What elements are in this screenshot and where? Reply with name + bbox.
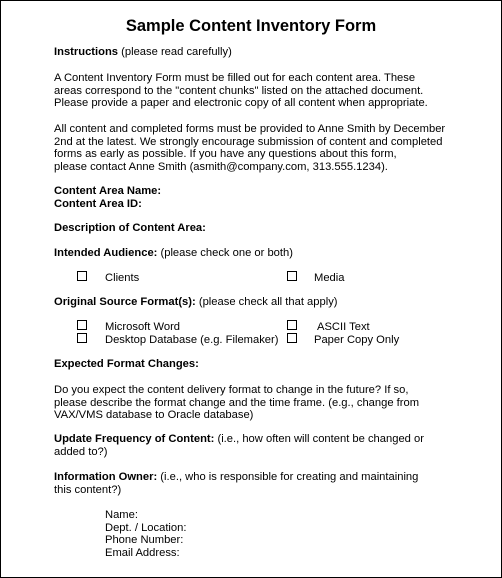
instructions-label: Instructions bbox=[54, 46, 119, 58]
instructions-heading bbox=[54, 46, 474, 59]
format-changes-label: Expected Format Changes: bbox=[54, 358, 199, 370]
owner-phone-label: Phone Number: bbox=[105, 534, 184, 547]
clients-label: Clients bbox=[105, 272, 140, 284]
source-label: Original Source Format(s): bbox=[54, 296, 196, 308]
audience-note: (please check one or both) bbox=[160, 247, 293, 259]
format-changes-text bbox=[54, 384, 474, 422]
source-heading bbox=[54, 296, 474, 309]
owner-fields bbox=[105, 509, 186, 559]
deadline-line: 2nd at the latest. We strongly encourage submission of content and completed bbox=[54, 135, 443, 148]
owner-dept-label: Dept. / Location: bbox=[105, 521, 187, 534]
form-title: Sample Content Inventory Form bbox=[125, 17, 377, 35]
paper-copy-label: Paper Copy Only bbox=[314, 334, 400, 346]
update-frequency-label: Update Frequency of Content: bbox=[54, 433, 215, 445]
deadline-line: forms as early as possible. If you have any questions about this form, bbox=[54, 148, 397, 161]
information-owner-note: (i.e., who is responsible for creating and maintaining bbox=[160, 471, 419, 483]
owner-name-label: Name: bbox=[105, 509, 138, 521]
information-owner-note-2: this content?) bbox=[54, 483, 122, 496]
microsoft-word-label: Microsoft Word bbox=[105, 321, 181, 333]
content-area-fields bbox=[54, 185, 474, 210]
intro-line: Please provide a paper and electronic copy of all content when appropriate. bbox=[54, 97, 428, 110]
ascii-text-label: ASCII Text bbox=[317, 321, 370, 333]
audience-label: Intended Audience: bbox=[54, 247, 158, 259]
deadline-line: please contact Anne Smith (asmith@company.com, 313.555.1234). bbox=[54, 160, 388, 173]
clients-checkbox[interactable] bbox=[77, 271, 87, 281]
deadline-line: All content and completed forms must be provided to Anne Smith by December bbox=[54, 123, 446, 135]
paper-copy-checkbox[interactable] bbox=[287, 333, 297, 343]
media-label: Media bbox=[314, 272, 345, 284]
instructions-note: (please read carefully) bbox=[121, 46, 232, 58]
intro-paragraph bbox=[54, 72, 474, 110]
ascii-text-checkbox[interactable] bbox=[287, 320, 297, 330]
owner-email-label: Email Address: bbox=[105, 546, 180, 559]
desktop-database-label: Desktop Database (e.g. Filemaker) bbox=[105, 334, 279, 346]
deadline-paragraph bbox=[54, 123, 474, 173]
media-checkbox[interactable] bbox=[287, 271, 297, 281]
source-note: (please check all that apply) bbox=[198, 296, 338, 308]
content-area-id-label: Content Area ID: bbox=[54, 197, 142, 210]
format-changes-line: VAX/VMS database to Oracle database) bbox=[54, 409, 254, 422]
content-area-name-label: Content Area Name: bbox=[54, 185, 162, 197]
description-label: Description of Content Area: bbox=[54, 222, 206, 234]
update-frequency-note: (i.e., how often will content be changed or bbox=[217, 433, 424, 445]
information-owner-label: Information Owner: bbox=[54, 471, 158, 483]
information-owner-block bbox=[54, 471, 474, 496]
format-changes-line: please describe the format change and the time frame. (e.g., change from bbox=[54, 396, 420, 409]
desktop-database-checkbox[interactable] bbox=[77, 333, 87, 343]
audience-heading bbox=[54, 247, 474, 260]
update-frequency-note-2: added to?) bbox=[54, 445, 108, 458]
update-frequency-block bbox=[54, 433, 474, 458]
microsoft-word-checkbox[interactable] bbox=[77, 320, 87, 330]
format-changes-line: Do you expect the content delivery format to change in the future? If so, bbox=[54, 384, 409, 396]
intro-line: areas correspond to the "content chunks" listed on the attached document. bbox=[54, 84, 424, 97]
intro-line: A Content Inventory Form must be filled out for each content area. These bbox=[54, 72, 416, 84]
